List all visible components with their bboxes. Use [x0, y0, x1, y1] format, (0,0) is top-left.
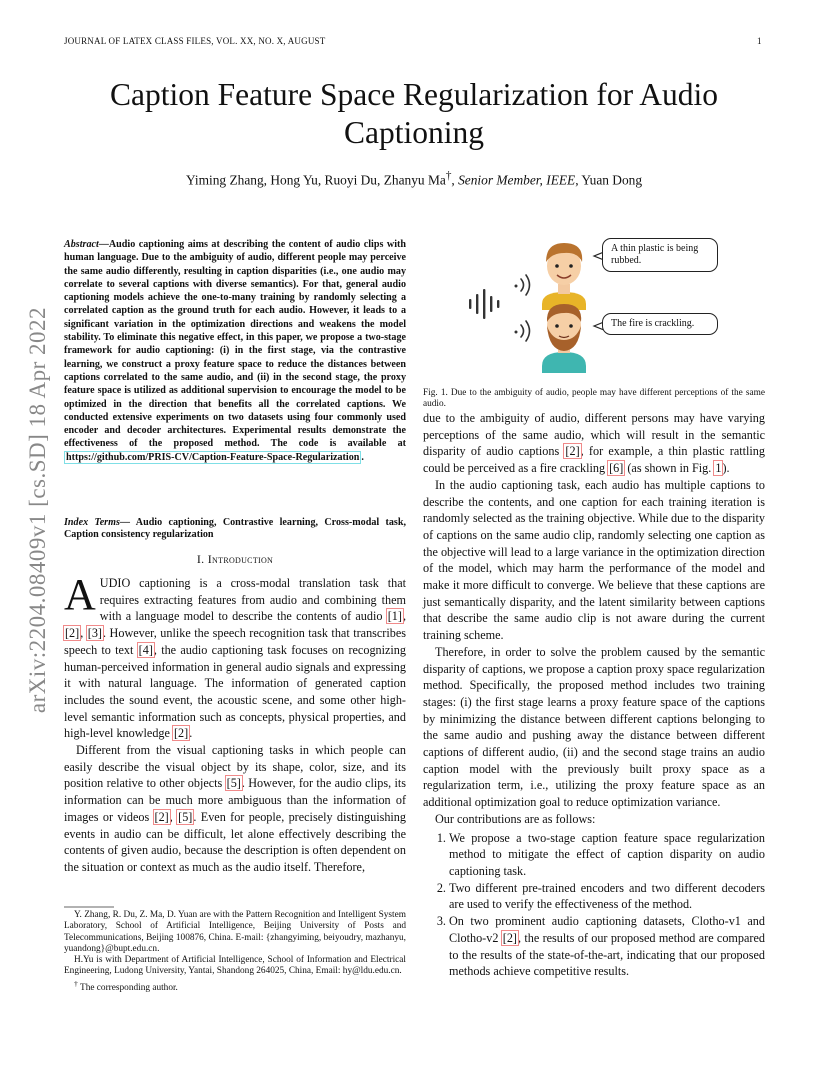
ear-sound-icon-bottom	[515, 321, 530, 341]
citation-2[interactable]: [2]	[65, 626, 80, 641]
intro-right-column	[423, 410, 765, 980]
index-terms-text: — Audio captioning, Contrastive learning, Cross-modal task, Caption consistency regularization	[64, 517, 406, 540]
contribution-item-3	[449, 913, 765, 980]
abstract-label: Abstract	[64, 239, 99, 250]
citation-2[interactable]: [2]	[502, 930, 517, 945]
person-avatar-bottom	[542, 304, 586, 373]
citation-6[interactable]: [6]	[609, 461, 624, 476]
code-link[interactable]: https://github.com/PRIS-CV/Caption-Feature-Space-Regularization	[66, 451, 360, 463]
contribution-3-a: On two prominent audio captioning datasets, Clotho-v1 and Clotho-v2	[449, 914, 765, 945]
footnote-corresponding	[64, 978, 406, 994]
intro-p1-a: UDIO captioning is a cross-modal translation task that requires extracting features from audio and combining them with a language model to describe the contents of audio	[99, 576, 406, 624]
intro-p2-a: Different from the visual captioning tasks in which people can easily describe the visual object by its shape, color, size, and its position relative to other objects	[64, 743, 406, 791]
contribution-item-1: 1. We propose a two-stage caption feature space regularization method to mitigate the effect of caption disparity on audio captioning task.	[449, 830, 765, 880]
sound-wave-icon	[469, 289, 499, 319]
drop-cap: A	[64, 570, 96, 619]
footnote-affiliation-1: Y. Zhang, R. Du, Z. Ma, D. Yuan are with the Pattern Recognition and Intelligent System Laboratory, School of Artificial Intelligence, Beijing University of Posts and Telecommunications, Beijing 100876, China. E-mail: {zhangyiming, beiyoudry, mazhanyu, yuandong}@bupt.edu.cn.	[64, 910, 406, 954]
figure-ref-1[interactable]: 1	[715, 461, 722, 476]
contribution-item-2: 2. Two different pre-trained encoders and two different decoders are used to verify the effectiveness of the method.	[449, 880, 765, 913]
abstract-end: .	[361, 451, 364, 463]
speech-bubble-top: A thin plastic is being rubbed.	[602, 238, 718, 272]
right-paragraph-2: In the audio captioning task, each audio has multiple captions to describe the contents, and one caption for each training iteration is randomly selected as the training objective. While due to the disparity of captions on the same audio clip, randomly selecting one caption as the objective will lead to a large variance in the optimization direction of the model, which may harm the performance of the model and make it more difficult to converge. We believe that these captions are just semantically disparity, and the latent similarity between captions that describe the same audio clip is not aware during the current training scheme.	[423, 477, 765, 643]
citation-2[interactable]: [2]	[154, 809, 169, 824]
right-p1-c: (as shown in Fig.	[624, 461, 715, 476]
footnote-affiliation-2: H.Yu is with Department of Artificial Intelligence, School of Information and Electrical Engineering, Ludong University, Yantai, Shandong 264025, China, Email: hy@ldu.edu.cn.	[64, 955, 406, 977]
dagger-mark: †	[445, 170, 452, 182]
footnote-dagger: †	[74, 978, 78, 988]
author-role: Senior Member, IEEE	[458, 172, 576, 188]
citation-5[interactable]: [5]	[226, 776, 241, 791]
right-p1-b: , for example, a thin plastic rattling could be perceived as a fire crackling	[423, 444, 765, 476]
footnotes	[64, 910, 406, 994]
right-paragraph-1	[423, 410, 765, 477]
footnote-rule	[64, 906, 406, 908]
author-names: Yiming Zhang, Hong Yu, Ruoyi Du, Zhanyu Ma	[185, 172, 446, 188]
paper-title: Caption Feature Space Regularization for Audio Captioning	[110, 77, 718, 150]
abstract-text: —Audio captioning aims at describing the content of audio clips with human language. Due to the ambiguity of audio, different people may perceive the same audio differently, resulting in caption disparities (i.e., one audio may correlate to several captions with diverse semantics). For that, general audio captioning models achieve the one-to-many training by randomly selecting a correlated caption as the ground truth for each audio. However, it leads to a significant variation in the optimization directions and weakens the model stability. To eliminate this negative effect, in this paper, we propose a two-stage framework for audio captioning: (i) in the first stage, via the contrastive learning, we construct a proxy feature space to reduce the distances between captions correlated to the same audio, and (ii) in the second stage, the proxy feature space is utilized as additional supervision to encourage the model to be optimized in the direction that benefits all the correlated captions. We conducted extensive experiments on two datasets using four commonly used encoder and decoder architectures. Experimental results demonstrate the effectiveness of the proposed method. The code is available at	[64, 239, 406, 450]
section-heading-introduction: I. Introduction	[196, 552, 274, 566]
intro-p2-b: . However, for the audio clips, its information can be much more ambiguous than the information of images or videos	[64, 776, 407, 824]
citation-4[interactable]: [4]	[138, 642, 153, 657]
citation-2[interactable]: [2]	[565, 444, 580, 459]
right-p1-d: ).	[722, 461, 730, 476]
intro-p2-c: . Even for people, precisely distinguishing events in audio can be difficult, let alone effectively describing the contents of given audio, because the description is often dependent on the situation or context as much as the audio itself. Therefore,	[64, 809, 406, 874]
arxiv-stamp: arXiv:2204.08409v1 [cs.SD] 18 Apr 2022	[25, 306, 50, 714]
contributions-intro: Our contributions are as follows:	[435, 811, 596, 826]
index-terms-label: Index Terms	[64, 517, 120, 528]
contributions-list	[423, 830, 765, 980]
footnote-corresponding-text: The corresponding author.	[77, 982, 178, 993]
speech-bubble-bottom: The fire is crackling.	[602, 313, 718, 335]
intro-p1-c: , the audio captioning task focuses on recognizing human-perceived information in general audio signals and expressing it with natural language. The information of generated caption includes the sound event, the acoustic scene, and some other high-level semantic information such as concepts, physical properties, and high-level knowledge	[64, 642, 406, 741]
citation-5[interactable]: [5]	[178, 809, 193, 824]
citation-2[interactable]: [2]	[173, 726, 189, 741]
figure-1	[466, 228, 736, 378]
contribution-3-b: , the results of our proposed method are compared to the results of the state-of-the-art, indicating that our proposed methods achieve competitive results.	[449, 930, 765, 979]
page-number: 1	[757, 36, 762, 46]
right-paragraph-3: Therefore, in order to solve the problem caused by the semantic disparity of captions, we propose a caption proxy space regularization method. Specifically, the proposed method includes two training stages: (i) the first stage learns a proxy feature space of the captions by minimizing the distance between different captions belonging to the same audio and pushing away the distance between different captions of different audio, (ii) and the second stage trains an audio caption model with the previously built proxy space as a regularization term, i.e., utilizing the proxy feature space as an additional optimization goal to reduce optimization variance.	[423, 644, 765, 810]
author-list: Yiming Zhang, Hong Yu, Ruoyi Du, Zhanyu Ma†, Senior Member, IEEE, Yuan Dong	[185, 170, 643, 188]
intro-left-column: AUDIO captioning is a cross-modal translation task that requires extracting features from audio and combining them with a language model to describe the contents of audio [1], [2], [3]. However, unlike the speech recognition task that transcribes speech to text [4], the audio captioning task focuses on recognizing human-perceived information in general audio signals and expressing it with natural language. The information of generated caption includes the sound event, the acoustic scene, and some other high-level semantic information such as concepts, physical properties, and high-level knowledge [2]. Different from the visual captioning tasks in which people can easily describe the visual object by its shape, color, size, and its position relative to other objects [5]. However, for the audio clips, its information can be much more ambiguous than the information of images or videos [2], [5]. Even for people, precisely distinguishing events in audio can be difficult, let alone effectively describing the contents of given audio, because the description is often dependent on the situation or context as much as the audio itself. Therefore,	[64, 570, 407, 874]
intro-p1-b: . However, unlike the speech recognition task that transcribes speech to text	[64, 626, 406, 657]
intro-p1-d: .	[189, 726, 193, 741]
running-head: JOURNAL OF LATEX CLASS FILES, VOL. XX, NO. X, AUGUST	[64, 36, 326, 46]
index-terms	[64, 517, 406, 541]
author-last: , Yuan Dong	[575, 172, 643, 188]
abstract	[64, 238, 406, 464]
ear-sound-icon-top	[515, 275, 530, 295]
citation-1[interactable]: [1]	[387, 609, 402, 624]
person-avatar-top	[542, 243, 586, 310]
right-p1-a: due to the ambiguity of audio, different persons may have varying perceptions of the same audio, which will result in the semantic disparity of audio captions	[423, 411, 765, 459]
citation-3[interactable]: [3]	[87, 626, 102, 641]
figure-1-caption: Fig. 1. Due to the ambiguity of audio, people may have different perceptions of the same audio.	[423, 388, 765, 410]
